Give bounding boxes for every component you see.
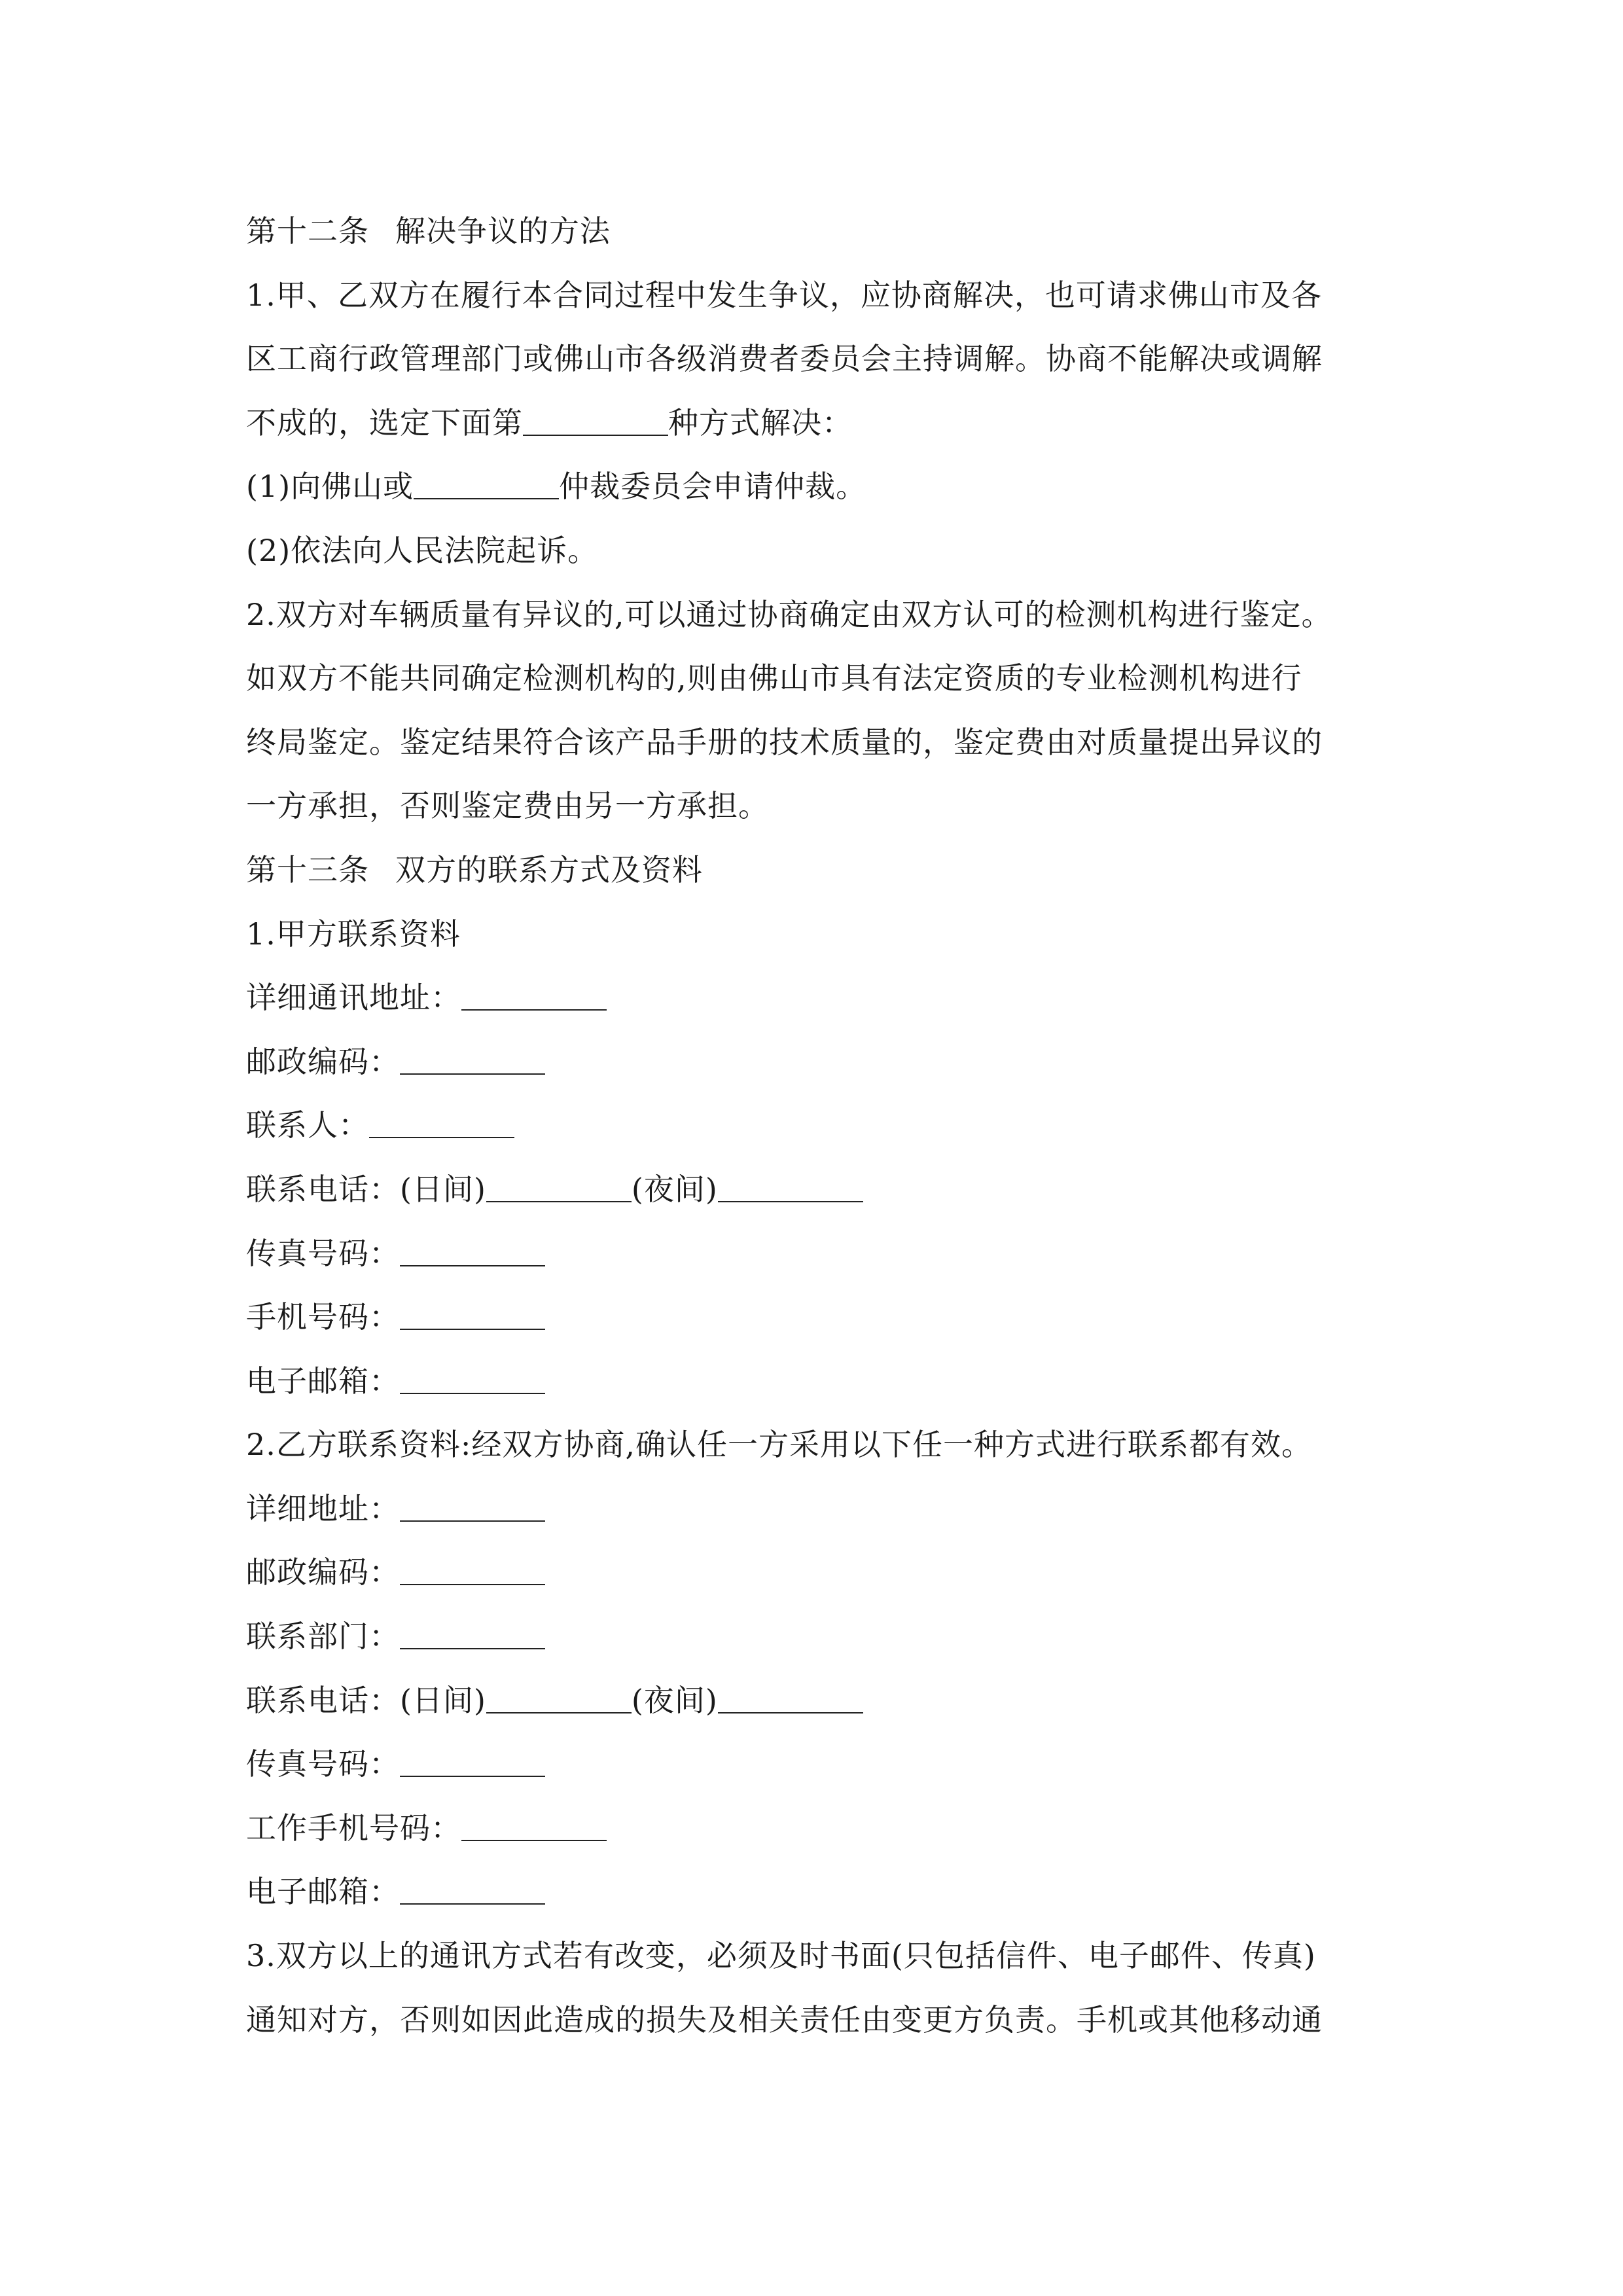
field-label: 联系电话： bbox=[246, 1171, 400, 1207]
text-run: 种方式解决： bbox=[668, 404, 853, 440]
party-b-mobile-blank[interactable] bbox=[461, 1814, 607, 1841]
arbitration-committee-blank[interactable] bbox=[414, 472, 559, 499]
party-b-postcode-row bbox=[246, 1541, 1398, 1605]
party-a-address-blank[interactable] bbox=[461, 983, 607, 1011]
party-b-address-row bbox=[246, 1477, 1398, 1541]
paragraph-line: 终局鉴定。鉴定结果符合该产品手册的技术质量的，鉴定费由对质量提出异议的 bbox=[246, 724, 1323, 760]
field-label: (日间) bbox=[400, 1682, 486, 1718]
field-label: 邮政编码： bbox=[246, 1554, 400, 1590]
option-2: (2)依法向人民法院起诉。 bbox=[246, 532, 599, 568]
article-number: 第十二条 bbox=[246, 213, 369, 249]
party-b-day-phone-blank[interactable] bbox=[486, 1686, 632, 1713]
field-label: 工作手机号码： bbox=[246, 1810, 461, 1846]
party-a-address-row bbox=[246, 966, 1398, 1030]
party-b-address-blank[interactable] bbox=[400, 1494, 545, 1522]
party-a-phone-row bbox=[246, 1158, 1398, 1222]
party-b-dept-blank[interactable] bbox=[400, 1622, 545, 1649]
party-a-email-row bbox=[246, 1350, 1398, 1414]
paragraph-line: 通知对方，否则如因此造成的损失及相关责任由变更方负责。手机或其他移动通 bbox=[246, 2001, 1323, 2037]
field-label: 传真号码： bbox=[246, 1746, 400, 1782]
article-number: 第十三条 bbox=[246, 852, 369, 888]
article-13-title bbox=[246, 838, 1398, 903]
party-b-heading: 2.乙方联系资料:经双方协商,确认任一方采用以下任一种方式进行联系都有效。 bbox=[246, 1427, 1313, 1463]
party-a-heading: 1.甲方联系资料 bbox=[246, 916, 461, 952]
party-a-fax-row bbox=[246, 1222, 1398, 1286]
field-label: (夜间) bbox=[631, 1682, 718, 1718]
party-a-contact-row bbox=[246, 1094, 1398, 1158]
party-b-fax-blank[interactable] bbox=[400, 1749, 545, 1777]
paragraph-line: 2.双方对车辆质量有异议的,可以通过协商确定由双方认可的检测机构进行鉴定。 bbox=[246, 596, 1332, 632]
party-b-mobile-row bbox=[246, 1797, 1398, 1861]
party-a-postcode-row bbox=[246, 1030, 1398, 1094]
paragraph-line: 如双方不能共同确定检测机构的,则由佛山市具有法定资质的专业检测机构进行 bbox=[246, 660, 1302, 696]
text-run: (1)向佛山或 bbox=[246, 469, 414, 505]
article-title: 解决争议的方法 bbox=[395, 213, 611, 249]
article-12-title bbox=[246, 200, 1398, 264]
party-a-email-blank[interactable] bbox=[400, 1367, 545, 1394]
method-number-blank[interactable] bbox=[523, 408, 668, 436]
paragraph-line: 3.双方以上的通讯方式若有改变，必须及时书面(只包括信件、电子邮件、传真) bbox=[246, 1938, 1316, 1974]
party-b-night-phone-blank[interactable] bbox=[718, 1686, 863, 1713]
field-label: (日间) bbox=[400, 1171, 486, 1207]
party-b-fax-row bbox=[246, 1732, 1398, 1797]
option-1 bbox=[246, 455, 1398, 519]
field-label: 电子邮箱： bbox=[246, 1874, 400, 1910]
field-label: 电子邮箱： bbox=[246, 1363, 400, 1399]
party-a-postcode-blank[interactable] bbox=[400, 1047, 545, 1075]
paragraph-line: 1.甲、乙双方在履行本合同过程中发生争议，应协商解决，也可请求佛山市及各 bbox=[246, 277, 1322, 313]
party-b-phone-row bbox=[246, 1669, 1398, 1733]
party-b-email-row bbox=[246, 1860, 1398, 1924]
text-run: 不成的，选定下面第 bbox=[246, 404, 523, 440]
field-label: 详细地址： bbox=[246, 1490, 400, 1526]
field-label: (夜间) bbox=[631, 1171, 718, 1207]
field-label: 联系电话： bbox=[246, 1682, 400, 1718]
party-a-fax-blank[interactable] bbox=[400, 1239, 545, 1266]
field-label: 联系人： bbox=[246, 1107, 369, 1143]
party-a-mobile-blank[interactable] bbox=[400, 1302, 545, 1330]
paragraph-line: 区工商行政管理部门或佛山市各级消费者委员会主持调解。协商不能解决或调解 bbox=[246, 341, 1323, 377]
text-run: 仲裁委员会申请仲裁。 bbox=[559, 469, 867, 505]
party-a-contact-blank[interactable] bbox=[369, 1111, 514, 1138]
field-label: 邮政编码： bbox=[246, 1043, 400, 1079]
party-a-night-phone-blank[interactable] bbox=[718, 1175, 863, 1202]
field-label: 传真号码： bbox=[246, 1235, 400, 1271]
field-label: 手机号码： bbox=[246, 1299, 400, 1335]
party-b-email-blank[interactable] bbox=[400, 1877, 545, 1905]
article-title: 双方的联系方式及资料 bbox=[395, 852, 703, 888]
field-label: 详细通讯地址： bbox=[246, 980, 461, 1016]
document-page bbox=[246, 200, 1398, 2052]
party-b-dept-row bbox=[246, 1605, 1398, 1669]
paragraph-line bbox=[246, 391, 1398, 456]
party-a-day-phone-blank[interactable] bbox=[486, 1175, 632, 1202]
party-b-postcode-blank[interactable] bbox=[400, 1558, 545, 1585]
field-label: 联系部门： bbox=[246, 1619, 400, 1655]
paragraph-line: 一方承担，否则鉴定费由另一方承担。 bbox=[246, 788, 769, 824]
party-a-mobile-row bbox=[246, 1285, 1398, 1350]
